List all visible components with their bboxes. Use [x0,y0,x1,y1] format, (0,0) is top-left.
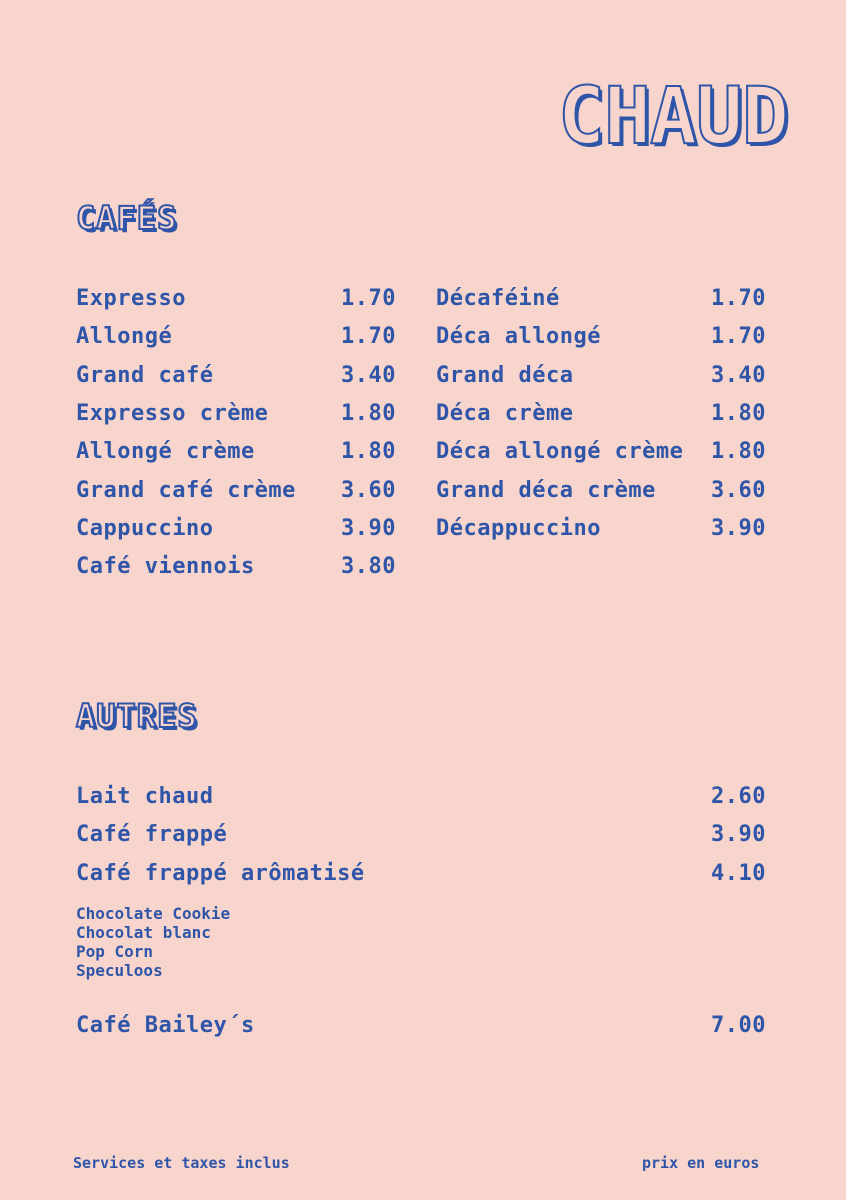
item-price: 1.70 [341,286,396,311]
menu-row [0,822,846,848]
menu-row [0,516,846,542]
item-price: 3.40 [711,363,766,388]
menu-row [0,401,846,427]
item-name: Allongé crème [76,439,255,464]
flavor-item: Pop Corn [76,942,154,961]
item-name: Déca allongé [436,324,601,349]
menu-row [0,286,846,312]
item-name: Expresso crème [76,401,269,426]
item-price: 1.70 [711,324,766,349]
item-name: Décaféiné [436,286,560,311]
item-price: 1.80 [711,439,766,464]
item-name: Lait chaud [76,784,214,809]
footer-taxes-note: Services et taxes inclus [73,1154,290,1172]
menu-row [0,439,846,465]
item-name: Expresso [76,286,186,311]
item-name: Déca allongé crème [436,439,684,464]
section-title-cafes: CAFÉS [76,199,178,237]
item-name: Décappuccino [436,516,601,541]
menu-row [0,363,846,389]
item-price: 7.00 [711,1013,766,1038]
item-price: 3.90 [711,516,766,541]
item-name: Déca crème [436,401,574,426]
footer-currency-note: prix en euros [642,1154,760,1172]
item-price: 3.90 [711,822,766,847]
menu-row [0,861,846,887]
item-price: 2.60 [711,784,766,809]
item-name: Allongé [76,324,173,349]
item-name: Cappuccino [76,516,214,541]
page-title: CHAUD [558,72,788,162]
item-name: Café viennois [76,554,255,579]
item-name: Grand déca crème [436,478,656,503]
flavor-item: Chocolate Cookie [76,904,231,923]
item-name: Grand café crème [76,478,296,503]
item-price: 3.60 [341,478,396,503]
item-price: 1.80 [341,401,396,426]
item-price: 4.10 [711,861,766,886]
item-price: 3.40 [341,363,396,388]
flavor-item: Chocolat blanc [76,923,211,942]
item-name: Café Bailey´s [76,1013,255,1038]
flavor-item: Speculoos [76,961,163,980]
item-price: 1.80 [711,401,766,426]
item-price: 3.80 [341,554,396,579]
item-name: Grand café [76,363,214,388]
item-price: 3.60 [711,478,766,503]
menu-row [0,554,846,580]
item-name: Café frappé arômatisé [76,861,365,886]
flavor-list [76,904,230,980]
menu-row [0,1013,846,1039]
menu-row [0,478,846,504]
item-name: Grand déca [436,363,574,388]
item-price: 1.70 [341,324,396,349]
item-price: 1.80 [341,439,396,464]
menu-row [0,784,846,810]
item-price: 1.70 [711,286,766,311]
menu-row [0,324,846,350]
item-name: Café frappé [76,822,228,847]
item-price: 3.90 [341,516,396,541]
section-title-autres: AUTRES [76,697,198,735]
